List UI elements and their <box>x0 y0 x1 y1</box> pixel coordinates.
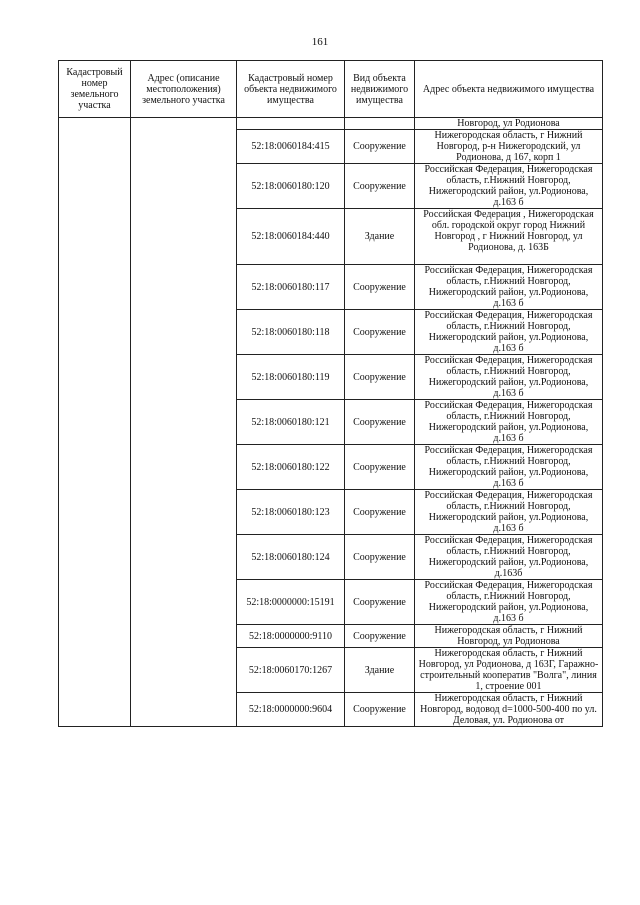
object-cadastral-number-cell: 52:18:0060180:120 <box>237 164 345 209</box>
table-row <box>59 118 603 130</box>
object-address-cell: Новгород, ул Родионова <box>415 118 603 130</box>
object-type-cell: Сооружение <box>345 535 415 580</box>
object-address-cell: Нижегородская область, г Нижний Новгород, ул Родионова, д 163Г, Гаражно-строительный кооператив "Волга", линия 1, строение 001 <box>415 648 603 693</box>
object-type-cell: Сооружение <box>345 580 415 625</box>
object-cadastral-number-cell: 52:18:0060180:123 <box>237 490 345 535</box>
object-address-cell: Российская Федерация, Нижегородская область, г.Нижний Новгород, Нижегородский район, ул.Родионова, д.163 б <box>415 355 603 400</box>
registry-table <box>58 60 603 727</box>
header-object-address: Адрес объекта недвижимого имущества <box>415 61 603 118</box>
object-cadastral-number-cell: 52:18:0060184:440 <box>237 209 345 265</box>
object-type-cell: Сооружение <box>345 130 415 164</box>
object-address-cell: Российская Федерация, Нижегородская область, г.Нижний Новгород, Нижегородский район, ул.Родионова, д.163 б <box>415 310 603 355</box>
object-cadastral-number-cell: 52:18:0000000:9604 <box>237 693 345 727</box>
object-cadastral-number-cell: 52:18:0060180:118 <box>237 310 345 355</box>
header-object-cadastral-number: Кадастровый номер объекта недвижимого имущества <box>237 61 345 118</box>
land-address-cell <box>131 118 237 727</box>
object-type-cell: Сооружение <box>345 445 415 490</box>
object-address-cell: Нижегородская область, г Нижний Новгород, водовод d=1000-500-400 по ул. Деловая, ул. Родионова от <box>415 693 603 727</box>
object-cadastral-number-cell: 52:18:0060170:1267 <box>237 648 345 693</box>
object-cadastral-number-cell: 52:18:0060180:119 <box>237 355 345 400</box>
object-address-cell: Нижегородская область, г Нижний Новгород, ул Родионова <box>415 625 603 648</box>
object-type-cell <box>345 118 415 130</box>
header-land-address: Адрес (описание местоположения) земельного участка <box>131 61 237 118</box>
object-cadastral-number-cell: 52:18:0060180:117 <box>237 265 345 310</box>
object-type-cell: Сооружение <box>345 164 415 209</box>
object-address-cell: Нижегородская область, г Нижний Новгород, р-н Нижегородский, ул Родионова, д 167, корп 1 <box>415 130 603 164</box>
object-cadastral-number-cell: 52:18:0060180:124 <box>237 535 345 580</box>
object-cadastral-number-cell: 52:18:0060184:415 <box>237 130 345 164</box>
object-type-cell: Сооружение <box>345 355 415 400</box>
object-type-cell: Сооружение <box>345 490 415 535</box>
object-type-cell: Сооружение <box>345 400 415 445</box>
object-address-cell: Российская Федерация, Нижегородская область, г.Нижний Новгород, Нижегородский район, ул.Родионова, д.163 б <box>415 445 603 490</box>
header-land-cadastral-number: Кадастровый номер земельного участка <box>59 61 131 118</box>
table-header-row <box>59 61 603 118</box>
object-address-cell: Российская Федерация, Нижегородская область, г.Нижний Новгород, Нижегородский район, ул.Родионова, д.163 б <box>415 400 603 445</box>
object-address-cell: Российская Федерация, Нижегородская область, г.Нижний Новгород, Нижегородский район, ул.Родионова, д.163 б <box>415 580 603 625</box>
object-address-cell: Российская Федерация, Нижегородская область, г.Нижний Новгород, Нижегородский район, ул.Родионова, д.163 б <box>415 265 603 310</box>
object-type-cell: Здание <box>345 209 415 265</box>
page-number: 161 <box>311 36 329 48</box>
object-cadastral-number-cell <box>237 118 345 130</box>
header-object-type: Вид объекта недвижимого имущества <box>345 61 415 118</box>
object-address-cell: Российская Федерация, Нижегородская область, г.Нижний Новгород, Нижегородский район, ул.Родионова, д.163 б <box>415 164 603 209</box>
object-type-cell: Сооружение <box>345 693 415 727</box>
object-cadastral-number-cell: 52:18:0000000:15191 <box>237 580 345 625</box>
object-type-cell: Здание <box>345 648 415 693</box>
object-type-cell: Сооружение <box>345 625 415 648</box>
object-cadastral-number-cell: 52:18:0060180:122 <box>237 445 345 490</box>
object-cadastral-number-cell: 52:18:0060180:121 <box>237 400 345 445</box>
object-address-cell: Российская Федерация, Нижегородская область, г.Нижний Новгород, Нижегородский район, ул.Родионова, д.163 б <box>415 490 603 535</box>
land-cadastral-number-cell <box>59 118 131 727</box>
object-type-cell: Сооружение <box>345 310 415 355</box>
object-type-cell: Сооружение <box>345 265 415 310</box>
object-cadastral-number-cell: 52:18:0000000:9110 <box>237 625 345 648</box>
object-address-cell: Российская Федерация, Нижегородская область, г.Нижний Новгород, Нижегородский район, ул.Родионова, д.163б <box>415 535 603 580</box>
object-address-cell: Российская Федерация , Нижегородская обл. городской округ город Нижний Новгород , г Нижний Новгород, ул Родионова, д. 163Б <box>415 209 603 265</box>
